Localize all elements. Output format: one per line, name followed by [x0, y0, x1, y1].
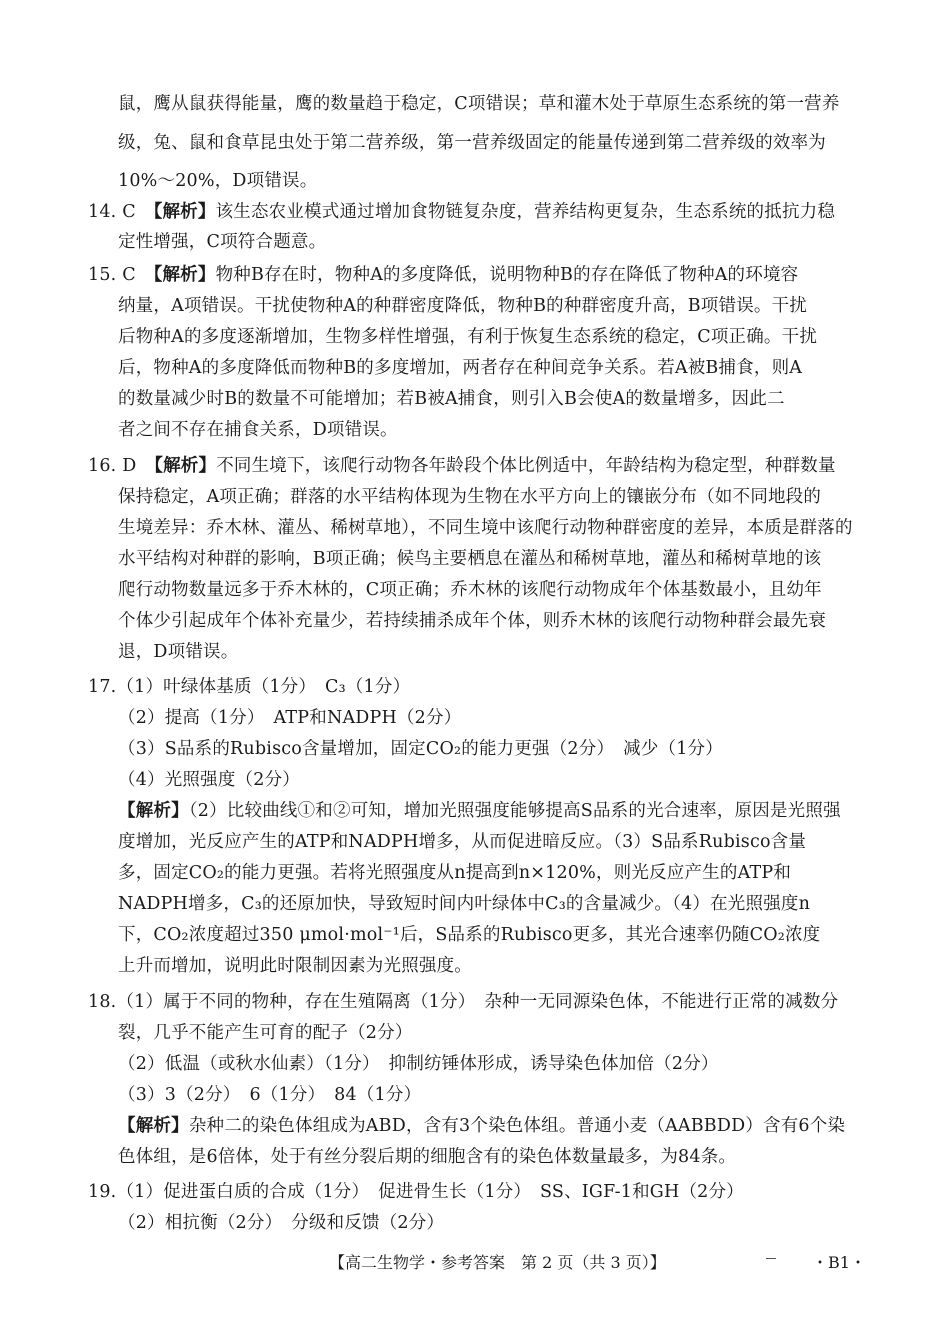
footer-code: ・B1・ — [812, 1253, 866, 1272]
text-line: 级，兔、鼠和食草昆虫处于第二营养级，第一营养级固定的能量传递到第二营养级的效率为 — [118, 133, 826, 153]
footer-title: 【高二生物学・参考答案 第 2 页（共 3 页）】 — [329, 1253, 666, 1272]
text-line: 的数量减少时B的数量不可能增加；若B被A捕食，则引入B会使A的数量增多，因此二 — [118, 389, 785, 409]
text-line: 爬行动物数量远多于乔木林的，C项正确；乔木林的该爬行动物成年个体基数最小，且幼年 — [118, 580, 822, 600]
text-line: NADPH增多，C₃的还原加快，导致短时间内叶绿体中C₃的含量减少。（4）在光照强度n — [118, 894, 811, 914]
footer-divider — [766, 1258, 776, 1259]
text-line: 上升而增加，说明此时限制因素为光照强度。 — [118, 956, 472, 976]
text-line: 物种B存在时，物种A的多度降低，说明物种B的存在降低了物种A的环境容 — [215, 265, 799, 285]
answer-item-14 — [88, 200, 835, 224]
text-line: （1）叶绿体基质（1分） C₃（1分） — [116, 677, 411, 697]
text-line: 多，固定CO₂的能力更强。若将光照强度从n提高到n×120%，则光反应产生的ATP和 — [118, 863, 792, 883]
text-line: （1）属于不同的物种，存在生殖隔离（1分） 杂种一无同源染色体，不能进行正常的减数分 — [116, 992, 839, 1012]
text-line: （2）低温（或秋水仙素）（1分） 抑制纺锤体形成，诱导染色体加倍（2分） — [118, 1054, 719, 1074]
answer-number: 17. — [88, 677, 117, 697]
text-line: 裂，几乎不能产生可育的配子（2分） — [118, 1023, 413, 1043]
text-line: （3）S品系的Rubisco含量增加，固定CO₂的能力更强（2分） 减少（1分） — [118, 739, 723, 759]
answer-number: 16. D — [88, 456, 137, 476]
text-line: 定性增强，C项符合题意。 — [118, 232, 327, 252]
analysis-tag: 【解析】 — [118, 1116, 189, 1136]
text-line: 不同生境下，该爬行动物各年龄段个体比例适中，年龄结构为稳定型，种群数量 — [216, 456, 836, 476]
text-line: 色体组，是6倍体，处于有丝分裂后期的细胞含有的染色体数量最多，为84条。 — [118, 1147, 737, 1167]
text-line: 后，物种A的多度降低而物种B的多度增加，两者存在种间竞争关系。若A被B捕食，则A — [118, 358, 803, 378]
answer-number: 19. — [88, 1182, 117, 1202]
answer-item-15 — [88, 263, 798, 287]
analysis-tag: 【解析】 — [153, 202, 216, 222]
text-line: 者之间不存在捕食关系，D项错误。 — [118, 420, 398, 440]
text-line: （1）促进蛋白质的合成（1分） 促进骨生长（1分） SS、IGF-1和GH（2分） — [116, 1182, 744, 1202]
text-line: 该生态农业模式通过增加食物链复杂度，营养结构更复杂，生态系统的抵抗力稳 — [215, 202, 836, 222]
text-line: 10%～20%，D项错误。 — [118, 171, 318, 191]
analysis-tag: 【解析】 — [118, 801, 189, 821]
text-line: （4）光照强度（2分） — [118, 770, 300, 790]
answer-item-19 — [88, 1180, 744, 1204]
text-line: 保持稳定，A项正确；群落的水平结构体现为生物在水平方向上的镶嵌分布（如不同地段的 — [118, 487, 822, 507]
answer-item-18 — [88, 990, 838, 1014]
text-line: 生境差异：乔木林、灌丛、稀树草地），不同生境中该爬行动物种群密度的差异，本质是群落的 — [118, 518, 853, 538]
text-line: 鼠，鹰从鼠获得能量，鹰的数量趋于稳定，C项错误；草和灌木处于草原生态系统的第一营养 — [118, 94, 840, 114]
text-line: 个体少引起成年个体补充量少，若持续捕杀成年个体，则乔木林的该爬行动物种群会最先衰 — [118, 611, 826, 631]
text-line: 下，CO₂浓度超过350 μmol·mol⁻¹后，S品系的Rubisco更多，其光合速率仍随CO₂浓度 — [118, 925, 821, 945]
answer-item-16 — [88, 454, 836, 478]
text-line: 退，D项错误。 — [118, 642, 239, 662]
analysis-17-line — [118, 799, 841, 823]
text-line: 水平结构对种群的影响，B项正确；候鸟主要栖息在灌丛和稀树草地，灌丛和稀树草地的该 — [118, 549, 822, 569]
answer-number: 14. C — [88, 202, 136, 222]
text-line: 杂种二的染色体组成为ABD，含有3个染色体组。普通小麦（AABBDD）含有6个染 — [188, 1116, 846, 1136]
text-line: 后物种A的多度逐渐增加，生物多样性增强，有利于恢复生态系统的稳定，C项正确。干扰 — [118, 327, 818, 347]
answer-item-17 — [88, 675, 410, 699]
text-line: （2）比较曲线①和②可知，增加光照强度能够提高S品系的光合速率，原因是光照强 — [188, 801, 841, 821]
analysis-tag: 【解析】 — [154, 456, 217, 476]
analysis-18-line — [118, 1114, 845, 1138]
text-line: （3）3（2分） 6（1分） 84（1分） — [118, 1085, 422, 1105]
text-line: （2）相抗衡（2分） 分级和反馈（2分） — [118, 1213, 445, 1233]
text-line: （2）提高（1分） ATP和NADPH（2分） — [118, 708, 462, 728]
answer-number: 18. — [88, 992, 117, 1012]
text-line: 度增加，光反应产生的ATP和NADPH增多，从而促进暗反应。（3）S品系Rubisco含量 — [118, 832, 807, 852]
page-footer — [0, 1250, 950, 1276]
text-line: 纳量，A项错误。干扰使物种A的种群密度降低，物种B的种群密度升高，B项错误。干扰 — [118, 296, 807, 316]
analysis-tag: 【解析】 — [153, 265, 216, 285]
answer-number: 15. C — [88, 265, 136, 285]
